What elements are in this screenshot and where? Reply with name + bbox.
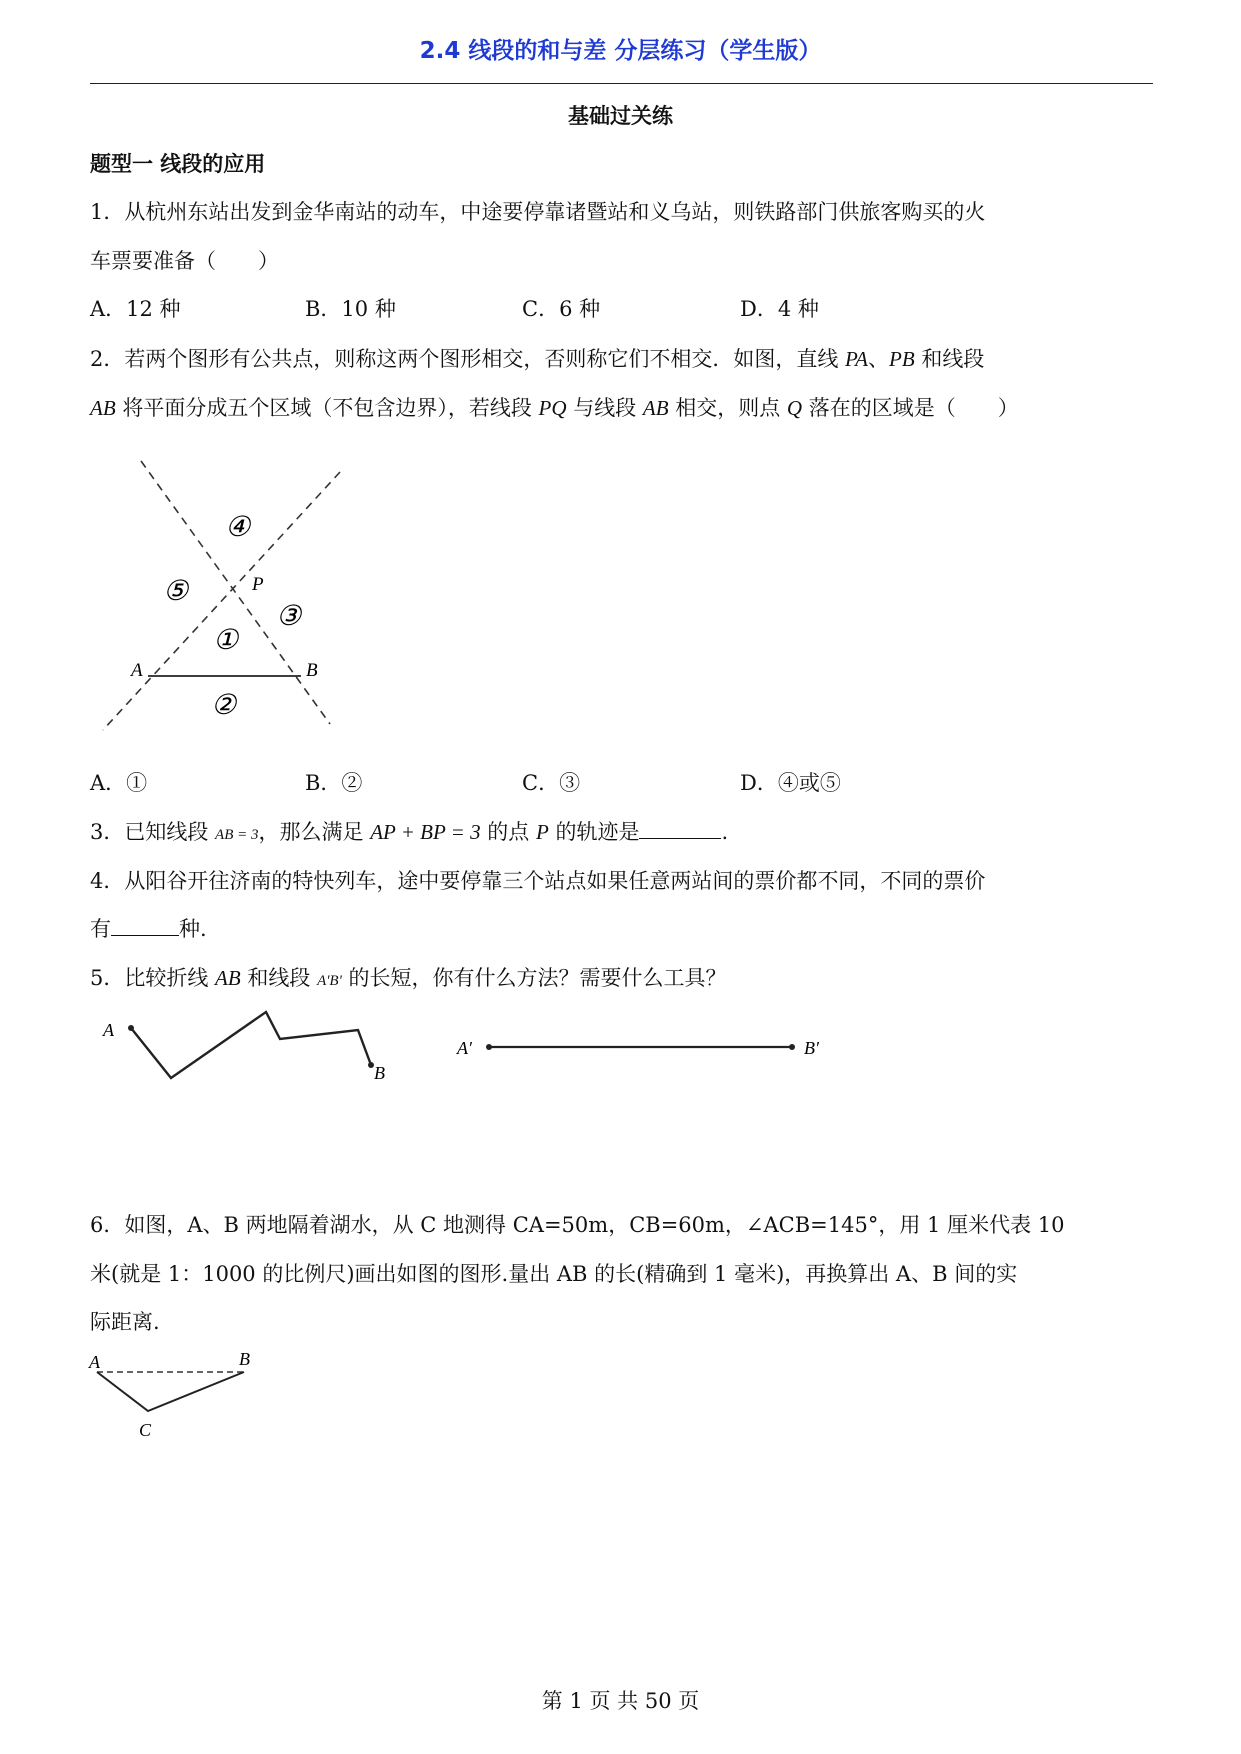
q2-var-pq: PQ (538, 396, 567, 420)
region-5: ⑤ (163, 576, 189, 607)
q2-text-part: 、 (868, 347, 889, 371)
q4-text-part: 种. (179, 917, 207, 941)
region-3: ③ (276, 601, 302, 632)
q2-var-ab: AB (90, 396, 116, 420)
q5-var-apbp: A'B' (317, 973, 342, 989)
label-b: B (239, 1349, 250, 1369)
q6-figure (0, 0, 300, 1450)
q1-text-line1: 1．从杭州东站出发到金华南站的动车，中途要停靠诸暨站和义乌站，则铁路部门供旅客购买的火 (90, 200, 986, 224)
point-b-prime (789, 1044, 795, 1050)
q4-text-line1: 4．从阳谷开往济南的特快列车，途中要停靠三个站点如果任意两站间的票价都不同，不同的票价 (90, 869, 986, 893)
q3-condition-sum: AP + BP = 3 (370, 820, 481, 844)
q2-text-part: 将平面分成五个区域（不包含边界），若线段 (115, 396, 539, 420)
page-header-title: 2.4 线段的和与差 分层练习（学生版） (419, 38, 822, 64)
q3-text-part: 的轨迹是 (548, 820, 640, 844)
q1-option-c: C．6 种 (522, 297, 601, 321)
q2-option-a: A．① (90, 771, 148, 795)
label-a: A (131, 660, 143, 681)
q3-text-part: ，那么满足 (258, 820, 371, 844)
q3-condition-ab: AB = 3 (215, 827, 259, 843)
q5-text-part: 的长短，你有什么方法？需要什么工具？ (341, 966, 727, 990)
q3-text-part: 的点 (480, 820, 536, 844)
q6-text-line1: 6．如图，A、B 两地隔着湖水，从 C 地测得 CA=50m，CB=60m，∠ACB=145°，用 1 厘米代表 10 (90, 1213, 1065, 1237)
point-a-prime (486, 1044, 492, 1050)
q5-text-part: 和线段 (240, 966, 318, 990)
region-4: ④ (225, 512, 251, 543)
label-a: A (103, 1020, 114, 1040)
q1-option-d: D．4 种 (740, 297, 819, 321)
q2-option-b: B．② (305, 771, 363, 795)
region-1: ① (213, 625, 239, 656)
q5-var-ab: AB (215, 966, 241, 990)
q1-option-a: A．12 种 (90, 297, 181, 321)
q2-var-pb: PB (889, 347, 915, 371)
question-type-title: 题型一 线段的应用 (90, 152, 266, 176)
q4-text-part: 有 (90, 917, 111, 941)
q3-var-p: P (535, 820, 549, 844)
page-footer: 第 1 页 共 50 页 (541, 1689, 700, 1713)
label-p: P (252, 574, 264, 595)
q2-var-ab: AB (642, 396, 669, 420)
section-title: 基础过关练 (568, 104, 673, 128)
q3-text-part: 3．已知线段 (90, 820, 216, 844)
q2-text-part: 2．若两个图形有公共点，则称这两个图形相交，否则称它们不相交．如图，直线 (90, 347, 846, 371)
q2-option-c: C．③ (522, 771, 581, 795)
q2-text-part: 与线段 (566, 396, 643, 420)
q2-text-part: 相交，则点 (668, 396, 787, 420)
label-a: A (89, 1352, 100, 1372)
q2-text-part: 落在的区域是（ ） (802, 396, 1019, 420)
polyline-acb (97, 1372, 244, 1411)
q2-var-pa: PA (845, 347, 868, 371)
q2-option-d: D．④或⑤ (740, 771, 841, 795)
q6-text-line3: 际距离. (90, 1310, 160, 1334)
label-b: B (306, 660, 318, 681)
q1-option-b: B．10 种 (305, 297, 396, 321)
label-b: B (374, 1063, 385, 1083)
q2-text-part: 和线段 (914, 347, 985, 371)
q5-text-part: 5．比较折线 (90, 966, 216, 990)
q3-text-part: . (721, 820, 729, 844)
q6-text-line2: 米(就是 1：1000 的比例尺)画出如图的图形.量出 AB 的长(精确到 1 毫米)，再换算出 A、B 间的实 (90, 1262, 1018, 1286)
q1-text-line2: 车票要准备（ ） (90, 249, 279, 273)
q2-var-q: Q (786, 396, 803, 420)
label-c: C (139, 1420, 152, 1440)
label-b-prime: B′ (804, 1038, 819, 1058)
label-a-prime: A′ (457, 1038, 472, 1058)
region-2: ② (211, 690, 237, 721)
